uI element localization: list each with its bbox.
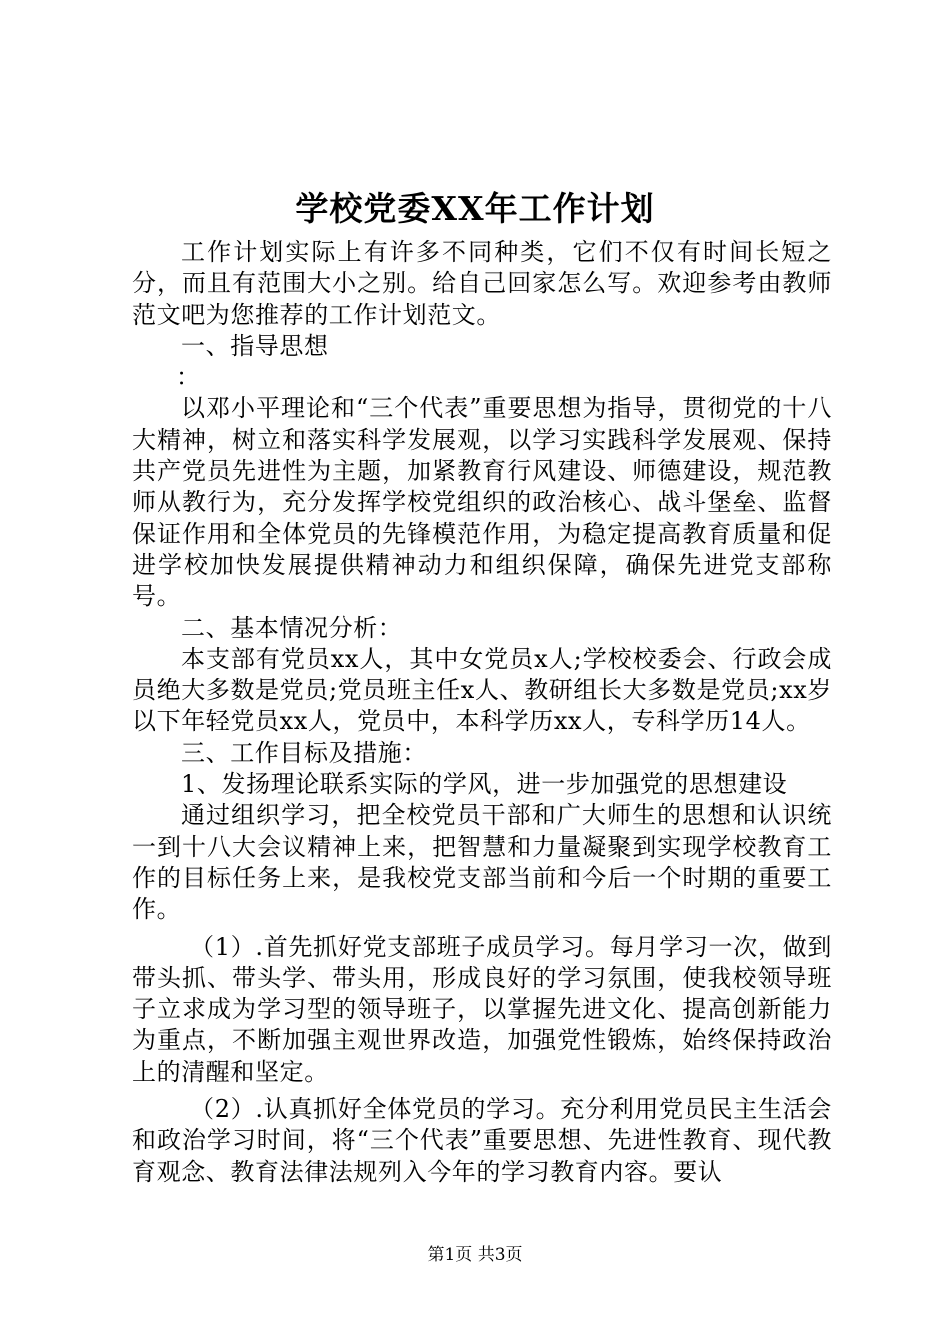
paragraph-item-2: （2）.认真抓好全体党员的学习。充分利用党员民主生活会和政治学习时间，将“三个代表”重要思想、先进性教育、现代教育观念、教育法律法规列入今年的学习教育内容。要认 — [132, 1095, 832, 1186]
subheading-theory-practice: 1、发扬理论联系实际的学风，进一步加强党的思想建设 — [181, 770, 788, 799]
page-footer: 第1页 共3页 — [427, 1245, 523, 1265]
paragraph-guiding-thought: 以邓小平理论和“三个代表”重要思想为指导，贯彻党的十八大精神，树立和落实科学发展观，以学习实践科学发展观、保持共产党员先进性为主题，加紧教育行风建设、师德建设，规范教师从教行为，充分发挥学校党组织的政治核心、战斗堡垒、监督保证作用和全体党员的先锋模范作用，为稳定提高教育质量和促进学校加快发展提供精神动力和组织保障，确保先进党支部称号。 — [132, 394, 832, 611]
section-heading-goals-measures: 三、工作目标及措施： — [181, 738, 427, 767]
paragraph-colon: ： — [176, 363, 201, 392]
paragraph-situation-analysis: 本支部有党员xx人，其中女党员x人;学校校委会、行政会成员绝大多数是党员;党员班主任x人、教研组长大多数是党员;xx岁以下年轻党员xx人，党员中，本科学历xx人，专科学历14人。 — [132, 644, 832, 736]
document-body — [132, 237, 832, 1188]
paragraph-intro: 工作计划实际上有许多不同种类，它们不仅有时间长短之分，而且有范围大小之别。给自己回家怎么写。欢迎参考由教师范文吧为您推荐的工作计划范文。 — [132, 238, 832, 329]
section-heading-situation-analysis: 二、基本情况分析： — [181, 613, 403, 642]
document-title: 学校党委XX年工作计划 — [295, 189, 655, 228]
paragraph-organized-study: 通过组织学习，把全校党员干部和广大师生的思想和认识统一到十八大会议精神上来，把智慧和力量凝聚到实现学校教育工作的目标任务上来，是我校党支部当前和今后一个时期的重要工作。 — [132, 801, 832, 924]
paragraph-item-1: （1）.首先抓好党支部班子成员学习。每月学习一次，做到带头抓、带头学、带头用，形成良好的学习氛围，使我校领导班子立求成为学习型的领导班子，以掌握先进文化、提高创新能力为重点，不断加强主观世界改造，加强党性锻炼，始终保持政治上的清醒和坚定。 — [132, 932, 832, 1086]
section-heading-guiding-thought: 一、指导思想 — [181, 331, 329, 360]
